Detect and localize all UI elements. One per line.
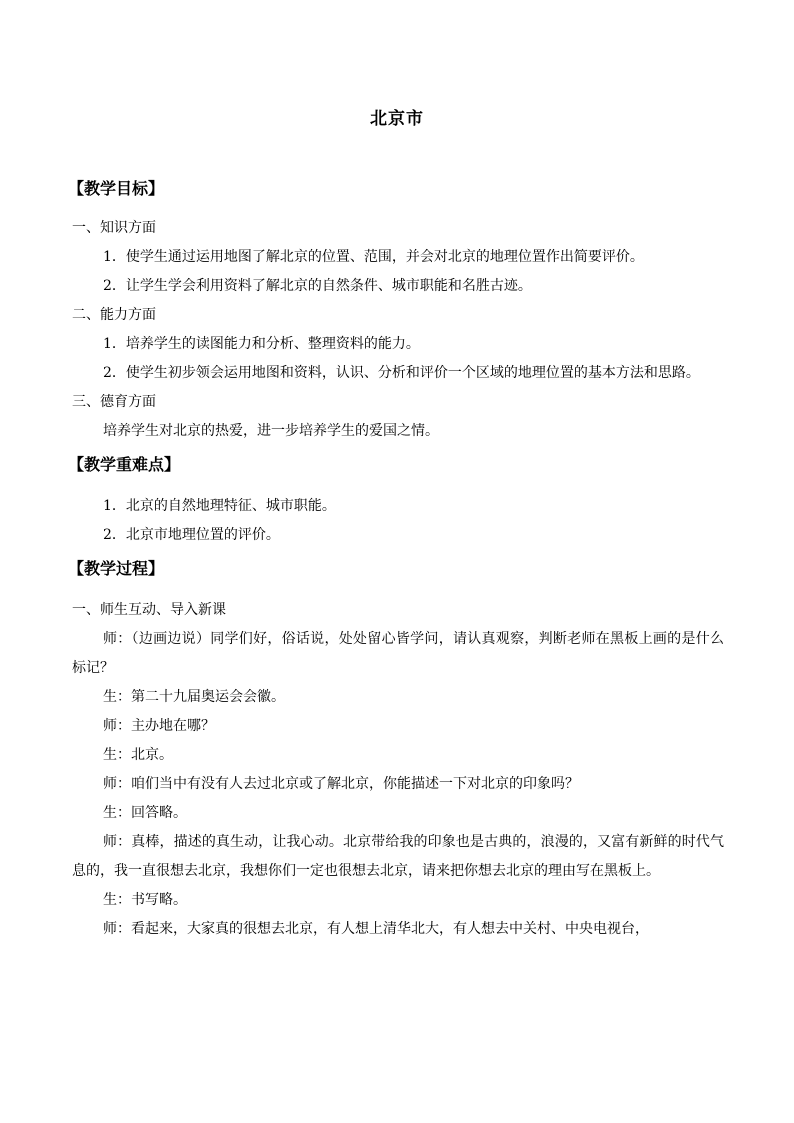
list-item: 1．培养学生的读图能力和分析、整理资料的能力。 [103,336,420,352]
list-item: 2．北京市地理位置的评价。 [103,527,280,543]
dialogue-line: 生：书写略。 [103,892,187,908]
section-heading-key-points: 【教学重难点】 [68,455,181,474]
process-part1-label: 一、师生互动、导入新课 [72,602,226,618]
page-title: 北京市 [370,109,424,129]
subsection-ability-label: 二、能力方面 [72,307,156,323]
section-heading-process: 【教学过程】 [68,559,165,578]
dialogue-line: 师：真棒，描述的真生动，让我心动。北京带给我的印象也是古典的，浪漫的，又富有新鲜的时代气息的，我一直很想去北京，我想你们一定也很想去北京，请来把你想去北京的理由写在黑板上。 [72,834,724,879]
dialogue-line: 师：主办地在哪？ [103,718,215,734]
subsection-knowledge-label: 一、知识方面 [72,220,156,236]
dialogue-line: 师：看起来，大家真的很想去北京，有人想上清华北大，有人想去中关村、中央电视台， [103,921,649,937]
list-item: 2．使学生初步领会运用地图和资料，认识、分析和评价一个区域的地理位置的基本方法和思路。 [103,365,700,381]
moral-text: 培养学生对北京的热爱，进一步培养学生的爱国之情。 [103,423,439,439]
list-item: 1．北京的自然地理特征、城市职能。 [103,498,336,514]
dialogue-line: 生：回答略。 [103,805,187,821]
subsection-moral-label: 三、德育方面 [72,394,156,410]
dialogue-line: 生：北京。 [103,747,173,763]
section-heading-objectives: 【教学目标】 [68,179,165,198]
document-body [68,170,724,944]
list-item: 1．使学生通过运用地图了解北京的位置、范围，并会对北京的地理位置作出简要评价。 [103,249,644,265]
dialogue-line: 生：第二十九届奥运会会徽。 [103,689,285,705]
dialogue-line: 师：（边画边说）同学们好，俗话说，处处留心皆学问，请认真观察，判断老师在黑板上画的是什么标记？ [72,631,724,676]
list-item: 2．让学生学会利用资料了解北京的自然条件、城市职能和名胜古迹。 [103,278,532,294]
dialogue-line: 师：咱们当中有没有人去过北京或了解北京，你能描述一下对北京的印象吗？ [103,776,579,792]
